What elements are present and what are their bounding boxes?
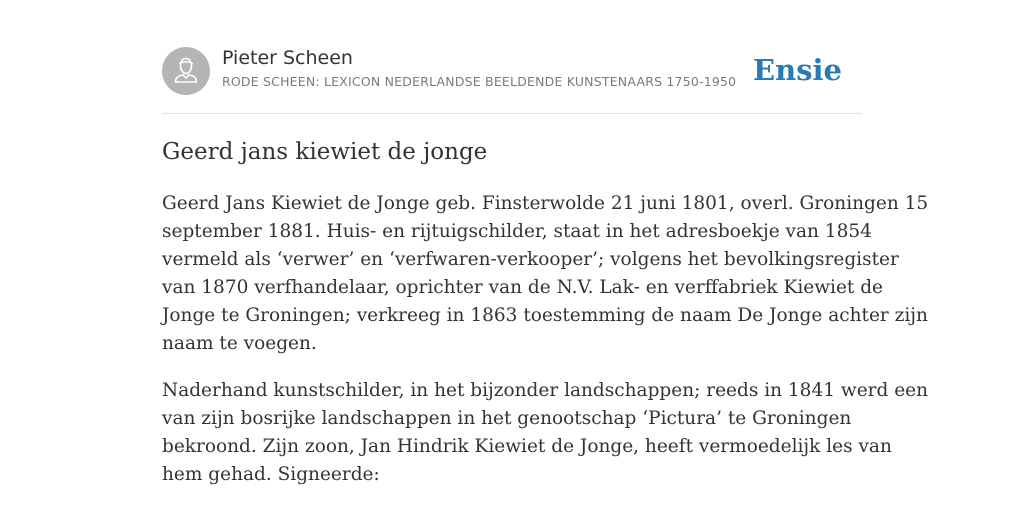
- author-name[interactable]: Pieter Scheen: [222, 47, 353, 69]
- article-body: [162, 190, 929, 508]
- ensie-logo[interactable]: Ensie: [753, 53, 842, 87]
- text-line: Jonge te Groningen; verkreeg in 1863 toestemming de naam De Jonge achter zijn: [162, 305, 928, 326]
- header-divider: [162, 113, 862, 114]
- author-header: [162, 46, 862, 96]
- text-line: bekroond. Zijn zoon, Jan Hindrik Kiewiet de Jonge, heeft vermoedelijk les van: [162, 436, 892, 457]
- text-line: naam te voegen.: [162, 333, 317, 354]
- article-paragraph: [162, 377, 929, 489]
- article-paragraph: [162, 190, 929, 358]
- author-avatar[interactable]: [162, 47, 210, 95]
- text-line: september 1881. Huis- en rijtuigschilder, staat in het adresboekje van 1854: [162, 221, 872, 242]
- user-icon: [162, 47, 210, 95]
- source-publication[interactable]: RODE SCHEEN: LEXICON NEDERLANDSE BEELDENDE KUNSTENAARS 1750-1950: [222, 74, 737, 89]
- text-line: van zijn bosrijke landschappen in het genootschap ‘Pictura’ te Groningen: [162, 408, 852, 429]
- text-line: van 1870 verfhandelaar, oprichter van de N.V. Lak- en verffabriek Kiewiet de: [162, 277, 883, 298]
- text-line: hem gehad. Signeerde:: [162, 464, 380, 485]
- text-line: vermeld als ‘verwer’ en ‘verfwaren-verkooper’; volgens het bevolkingsregister: [162, 249, 899, 270]
- text-line: Geerd Jans Kiewiet de Jonge geb. Finsterwolde 21 juni 1801, overl. Groningen 15: [162, 193, 929, 214]
- article-title: Geerd jans kiewiet de jonge: [162, 139, 488, 165]
- text-line: Naderhand kunstschilder, in het bijzonder landschappen; reeds in 1841 werd een: [162, 380, 929, 401]
